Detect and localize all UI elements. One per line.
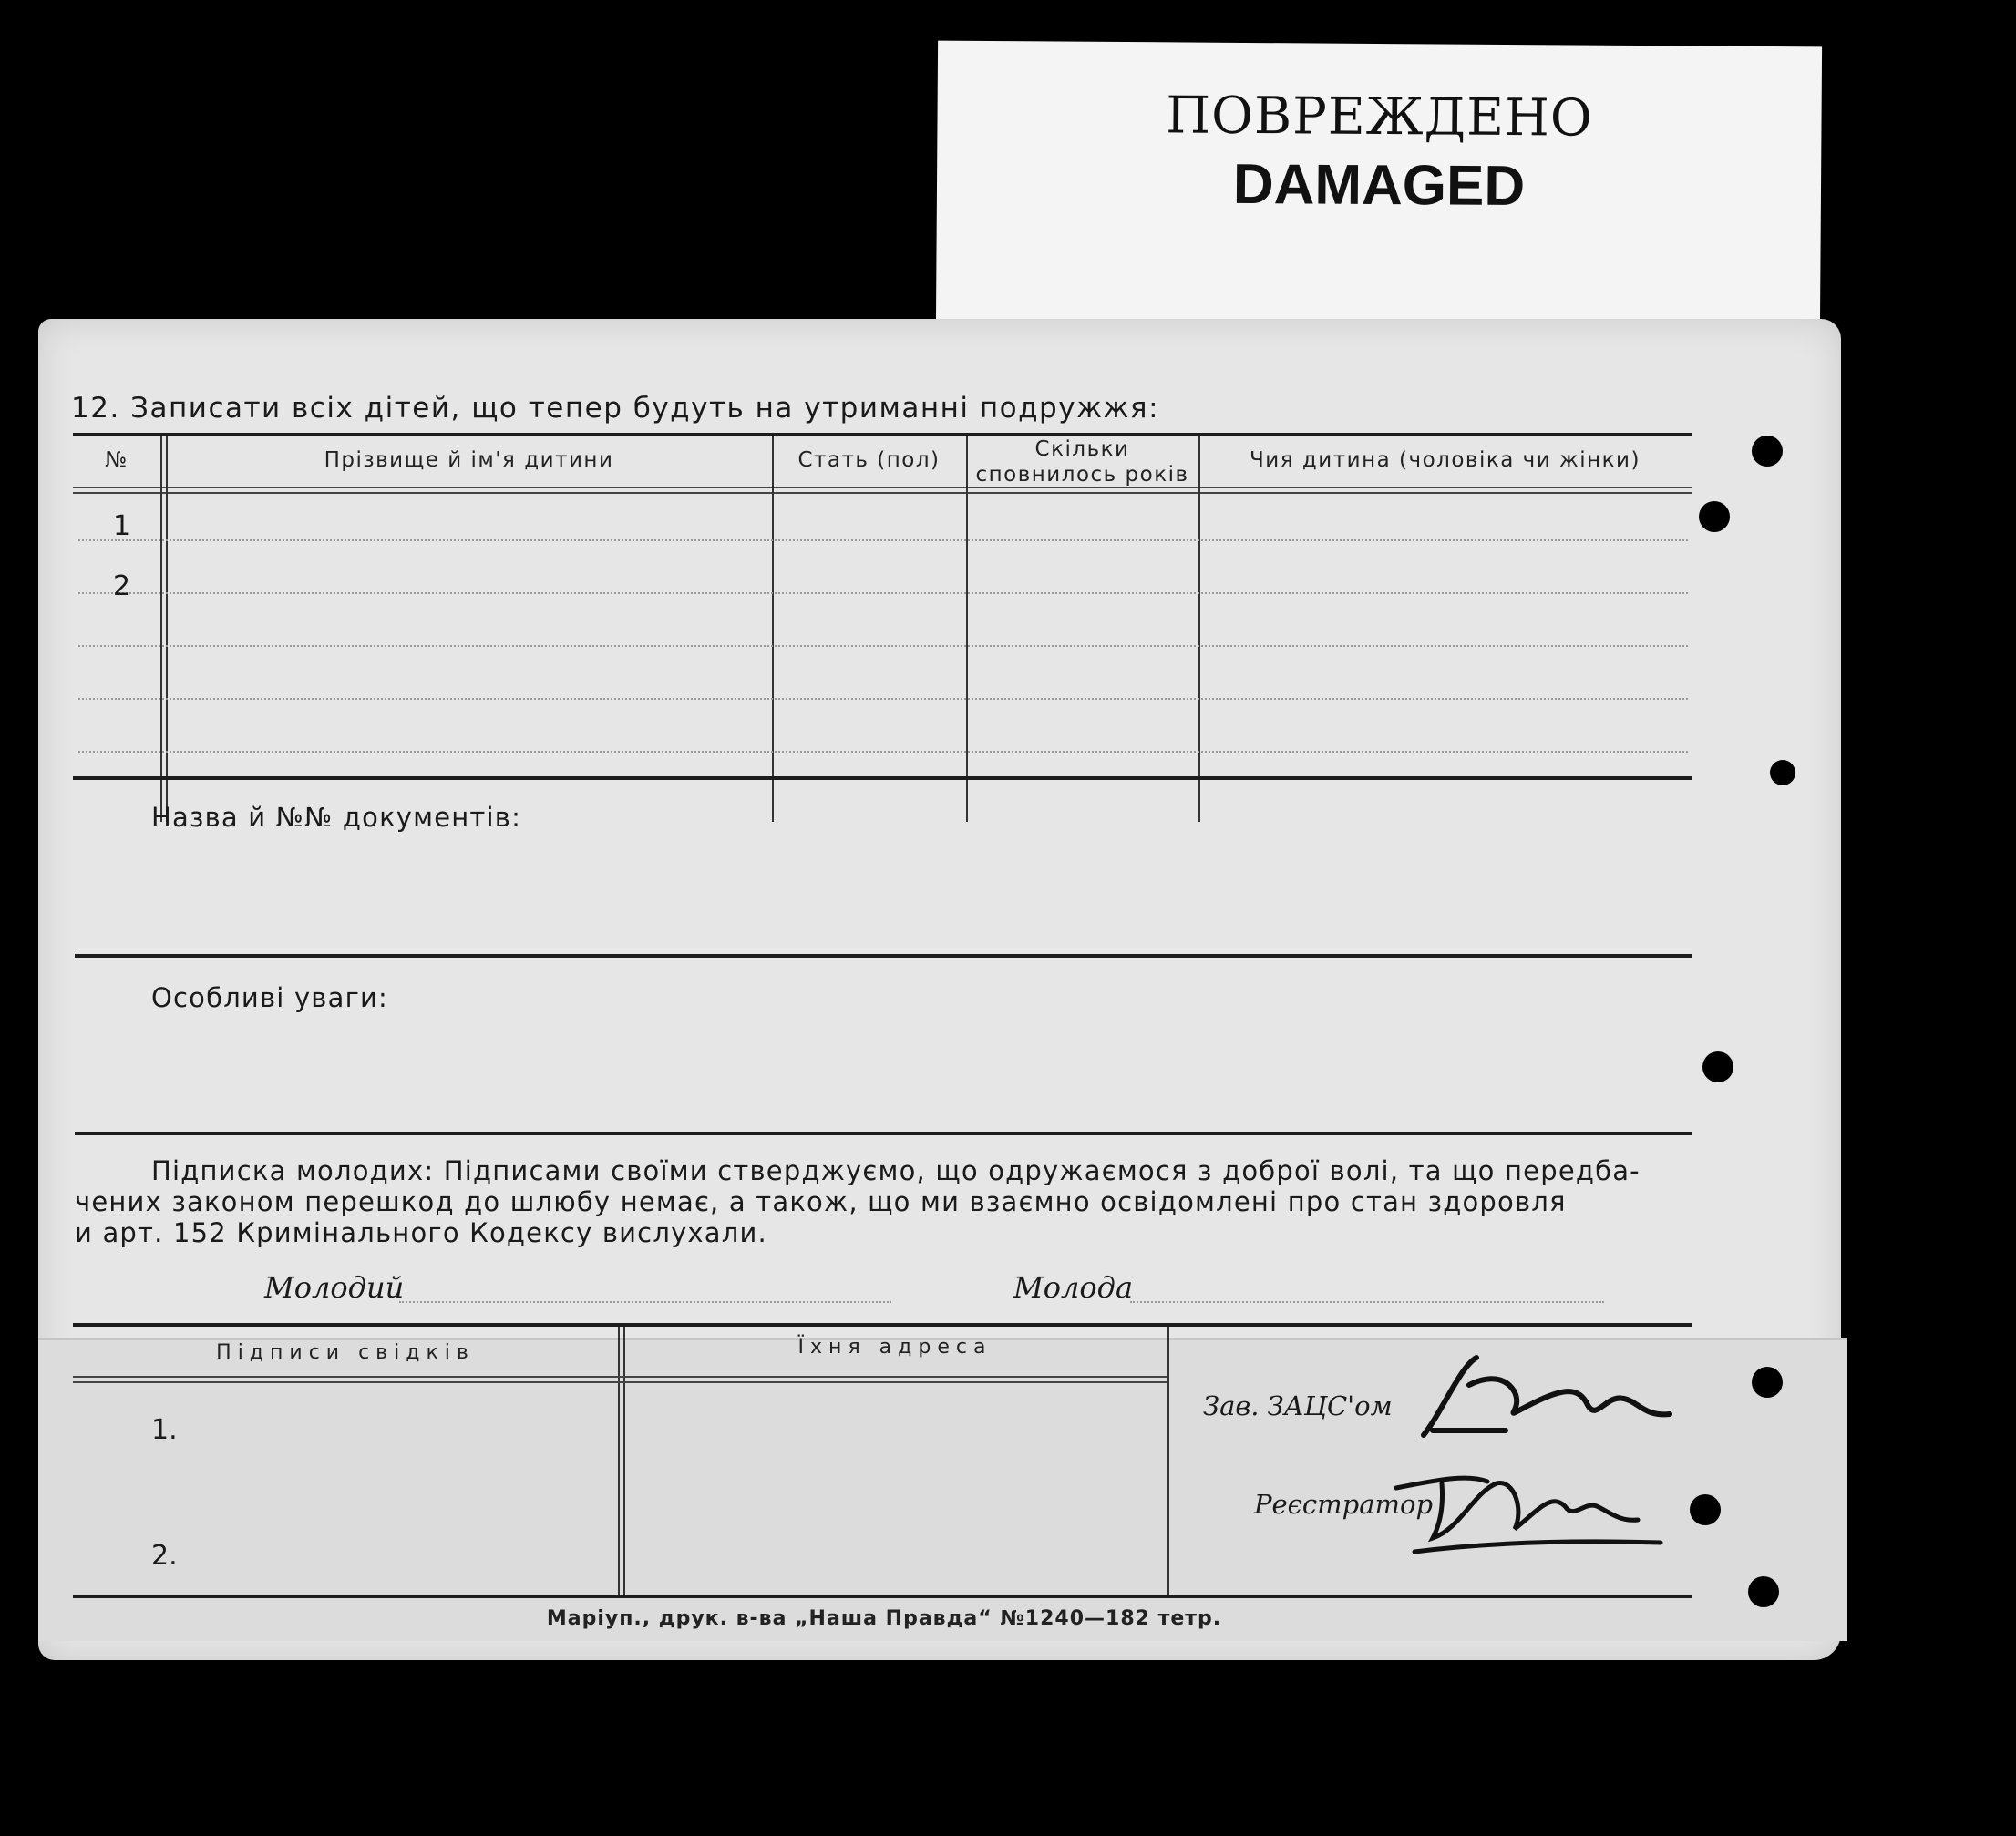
table-col-divider (160, 436, 162, 822)
punch-hole (1770, 760, 1795, 785)
table-header-border (73, 487, 1692, 488)
groom-label: Молодий (264, 1270, 405, 1305)
notice-english-text: DAMAGED (1232, 152, 1526, 219)
col-header-child-name: Прізвище й ім'я дитини (324, 448, 614, 472)
table-col-divider (966, 436, 968, 822)
table-row-line (78, 539, 1688, 541)
documents-divider (75, 954, 1692, 958)
col-header-whose-child: Чия дитина (чоловіка чи жінки) (1250, 448, 1641, 472)
table-row-line (78, 645, 1688, 647)
punch-hole (1702, 1051, 1733, 1082)
table-col-divider (772, 436, 774, 822)
table-row-line (78, 592, 1688, 594)
col-header-number: № (105, 448, 129, 472)
col-header-age-line2: сповнилось років (975, 463, 1189, 487)
form-sheet (38, 319, 1841, 1660)
bride-label: Молода (1013, 1270, 1134, 1305)
witness-row-number: 1. (151, 1414, 178, 1446)
punch-hole (1748, 1576, 1779, 1607)
punch-hole (1699, 501, 1730, 532)
table-top-border (73, 433, 1692, 436)
declaration-line-3: и арт. 152 Кримінального Кодексу вислухали. (75, 1217, 767, 1248)
groom-signature-line (399, 1301, 891, 1303)
witness-row-number: 2. (151, 1540, 178, 1572)
table-row-number: 1 (113, 510, 131, 542)
witness-table-top-border (73, 1323, 1692, 1327)
damaged-notice-card (936, 41, 1822, 337)
witness-col-signatures: Підписи свідків (216, 1341, 475, 1364)
section-12-question: 12. Записати всіх дітей, що тепер будуть на утриманні подружжя: (71, 392, 1160, 425)
documents-label: Назва й №№ документів: (151, 802, 522, 833)
remarks-label: Особливі уваги: (151, 982, 389, 1013)
punch-hole (1690, 1494, 1721, 1525)
officials-col-divider (1167, 1327, 1169, 1595)
table-bottom-border (73, 776, 1692, 780)
witness-header-border-double (73, 1381, 1167, 1383)
table-row-line (78, 698, 1688, 700)
declaration-line-1: Підписка молодих: Підписами своїми стверджуємо, що одружаємося з доброї волі, та що передба- (151, 1155, 1641, 1186)
witness-col-divider (618, 1327, 620, 1595)
witness-header-border (73, 1376, 1167, 1378)
head-of-registry-label: Зав. ЗАЦС'ом (1203, 1390, 1393, 1421)
declaration-line-2: чених законом перешкод до шлюбу немає, а також, що ми взаємно освідомлені про стан здоровля (75, 1186, 1567, 1217)
col-header-age-line1: Скільки (1034, 437, 1130, 461)
witness-col-address: Їхня адреса (797, 1336, 993, 1359)
witness-table-bottom-border (73, 1595, 1692, 1598)
table-col-divider (1198, 436, 1200, 822)
printer-imprint: Маріуп., друк. в-ва „Наша Правда“ №1240—182 тетр. (546, 1607, 1222, 1630)
registrar-label: Реєстратор (1254, 1489, 1434, 1520)
table-col-divider (166, 436, 168, 822)
remarks-divider (75, 1132, 1692, 1135)
bride-signature-line (1130, 1301, 1604, 1303)
registrar-signature (1387, 1456, 1697, 1556)
punch-hole (1752, 436, 1783, 467)
notice-ukrainian-text: ПОВРЕЖДЕНО (1166, 86, 1594, 149)
witness-col-divider (623, 1327, 625, 1595)
col-header-sex: Стать (пол) (797, 448, 941, 472)
table-header-border-double (73, 492, 1692, 494)
table-row-line (78, 751, 1688, 753)
punch-hole (1752, 1367, 1783, 1398)
head-signature (1405, 1349, 1706, 1449)
table-row-number: 2 (113, 570, 131, 602)
